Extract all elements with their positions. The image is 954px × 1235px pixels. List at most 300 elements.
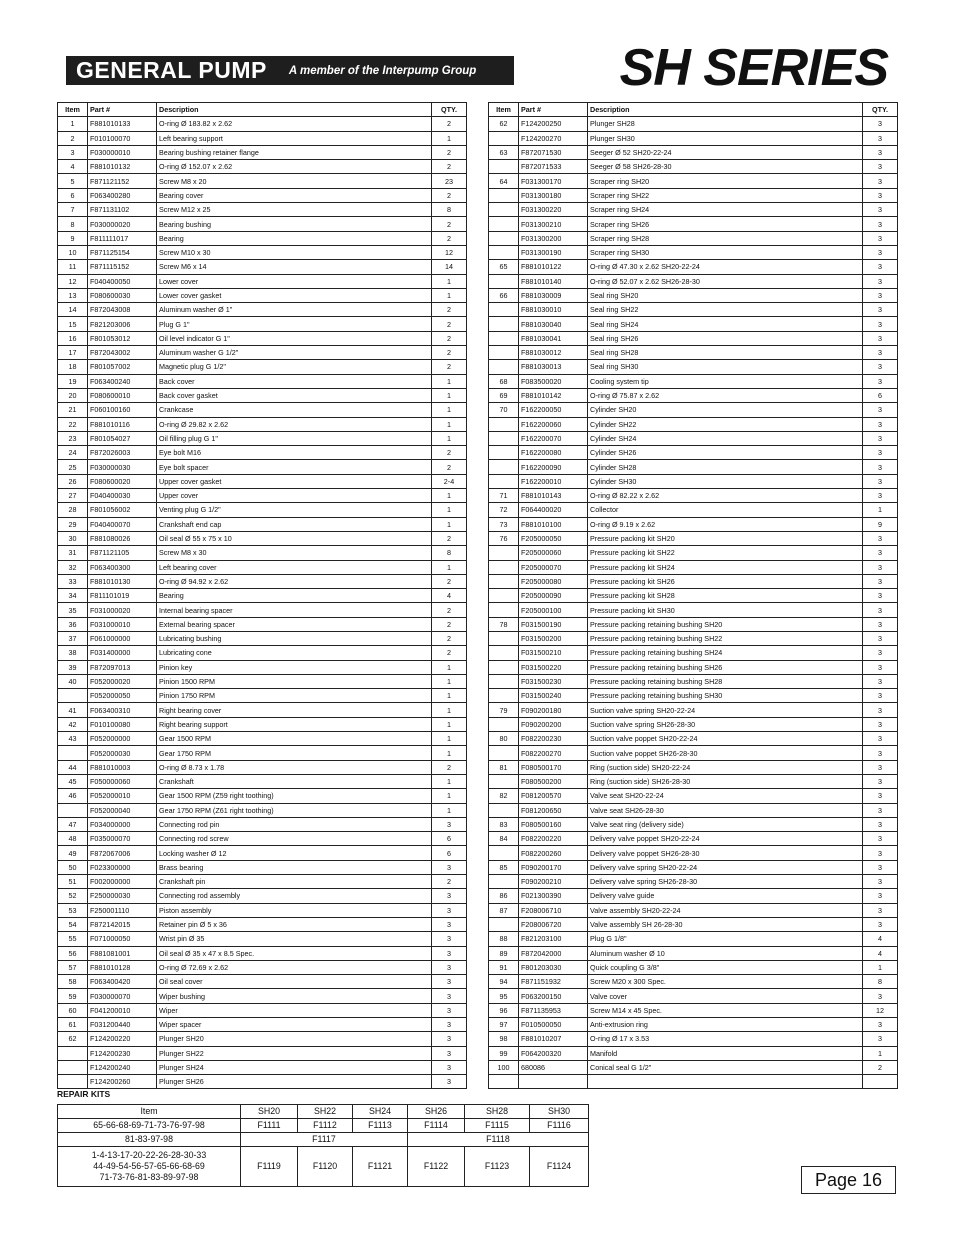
part-number: F821203100 — [519, 932, 588, 946]
part-description: O-ring Ø 52.07 x 2.62 SH26-28-30 — [588, 274, 863, 288]
part-number: F162200070 — [519, 431, 588, 445]
item-number: 68 — [489, 374, 519, 388]
kits-header-sh28: SH28 — [465, 1105, 530, 1119]
part-description: Wiper — [157, 1003, 432, 1017]
parts-table-right — [488, 102, 898, 1089]
part-qty: 2 — [432, 760, 467, 774]
part-qty: 2 — [432, 446, 467, 460]
table-row — [489, 331, 898, 345]
item-number — [489, 460, 519, 474]
table-row — [489, 1018, 898, 1032]
item-number — [58, 803, 88, 817]
table-row — [489, 989, 898, 1003]
item-number: 83 — [489, 817, 519, 831]
item-number: 8 — [58, 217, 88, 231]
part-number: F031500220 — [519, 660, 588, 674]
item-number: 87 — [489, 903, 519, 917]
part-description: Scraper ring SH24 — [588, 203, 863, 217]
item-number — [489, 431, 519, 445]
part-description: Collector — [588, 503, 863, 517]
part-number: F871151932 — [519, 975, 588, 989]
kits-header-sh26: SH26 — [408, 1105, 465, 1119]
part-description: Bearing bushing — [157, 217, 432, 231]
part-qty: 3 — [863, 446, 898, 460]
part-qty: 2 — [432, 303, 467, 317]
part-description: Seal ring SH30 — [588, 360, 863, 374]
part-description: Gear 1500 RPM (Z59 right toothing) — [157, 789, 432, 803]
part-description: Cylinder SH24 — [588, 431, 863, 445]
table-row — [489, 531, 898, 545]
part-qty: 3 — [863, 474, 898, 488]
part-qty: 3 — [863, 374, 898, 388]
part-description: Gear 1750 RPM — [157, 746, 432, 760]
part-qty: 1 — [432, 417, 467, 431]
item-number: 42 — [58, 717, 88, 731]
part-qty: 1 — [432, 560, 467, 574]
part-qty: 3 — [863, 188, 898, 202]
table-row — [58, 188, 467, 202]
item-number: 38 — [58, 646, 88, 660]
part-description: Eye bolt M16 — [157, 446, 432, 460]
item-number: 24 — [58, 446, 88, 460]
item-number — [489, 417, 519, 431]
part-number: F052000040 — [88, 803, 157, 817]
item-number: 43 — [58, 732, 88, 746]
part-qty: 1 — [432, 517, 467, 531]
part-number: F205000070 — [519, 560, 588, 574]
item-number — [489, 231, 519, 245]
kits-row — [58, 1133, 589, 1147]
part-description: O-ring Ø 72.69 x 2.62 — [157, 960, 432, 974]
item-number — [489, 846, 519, 860]
part-number: F881030013 — [519, 360, 588, 374]
item-number: 46 — [58, 789, 88, 803]
part-qty: 2 — [432, 346, 467, 360]
part-qty: 3 — [432, 946, 467, 960]
part-description: Screw M10 x 30 — [157, 245, 432, 259]
table-row — [58, 617, 467, 631]
item-number: 91 — [489, 960, 519, 974]
part-number: F061000000 — [88, 631, 157, 645]
table-row — [489, 231, 898, 245]
part-qty: 3 — [432, 989, 467, 1003]
item-number: 7 — [58, 203, 88, 217]
table-row — [58, 717, 467, 731]
part-description: Seeger Ø 52 SH20-22-24 — [588, 145, 863, 159]
part-description: Crankcase — [157, 403, 432, 417]
item-number: 50 — [58, 860, 88, 874]
part-description: Scraper ring SH20 — [588, 174, 863, 188]
part-qty: 1 — [432, 503, 467, 517]
part-qty: 1 — [432, 789, 467, 803]
table-row — [58, 231, 467, 245]
part-description: Aluminum washer Ø 10 — [588, 946, 863, 960]
col-desc: Description — [588, 103, 863, 117]
brand-banner — [66, 56, 514, 85]
item-number — [58, 746, 88, 760]
item-number: 85 — [489, 860, 519, 874]
table-row — [58, 1046, 467, 1060]
part-description: Ring (suction side) SH26-28-30 — [588, 774, 863, 788]
part-description: Pressure packing kit SH30 — [588, 603, 863, 617]
item-number: 13 — [58, 288, 88, 302]
table-row — [58, 1032, 467, 1046]
item-number — [489, 303, 519, 317]
part-description: Scraper ring SH26 — [588, 217, 863, 231]
part-number: F872071530 — [519, 145, 588, 159]
table-row — [489, 574, 898, 588]
part-description: Pressure packing retaining bushing SH28 — [588, 674, 863, 688]
part-description: Connecting rod screw — [157, 832, 432, 846]
part-qty: 3 — [863, 274, 898, 288]
part-description: Suction valve spring SH26-28-30 — [588, 717, 863, 731]
item-number — [58, 1060, 88, 1074]
part-number: F881030041 — [519, 331, 588, 345]
table-row — [489, 689, 898, 703]
part-number: F031300180 — [519, 188, 588, 202]
item-number: 26 — [58, 474, 88, 488]
item-number — [489, 1075, 519, 1089]
item-number — [489, 774, 519, 788]
part-qty: 1 — [863, 960, 898, 974]
table-row — [58, 803, 467, 817]
table-row — [489, 288, 898, 302]
table-row — [58, 746, 467, 760]
item-number: 44 — [58, 760, 88, 774]
part-description: Crankshaft pin — [157, 875, 432, 889]
part-number: F871121105 — [88, 546, 157, 560]
part-description: Internal bearing spacer — [157, 603, 432, 617]
part-description: Suction valve poppet SH20-22-24 — [588, 732, 863, 746]
part-number: F881010100 — [519, 517, 588, 531]
kits-row — [58, 1119, 589, 1133]
part-number: F063400240 — [88, 374, 157, 388]
page-number: Page 16 — [801, 1166, 896, 1194]
part-description: Valve cover — [588, 989, 863, 1003]
part-number: F030000030 — [88, 460, 157, 474]
table-row — [58, 832, 467, 846]
item-number — [489, 274, 519, 288]
part-qty: 3 — [863, 803, 898, 817]
part-qty: 12 — [863, 1003, 898, 1017]
table-row — [489, 474, 898, 488]
part-qty: 3 — [863, 131, 898, 145]
table-row — [489, 417, 898, 431]
part-qty: 3 — [863, 531, 898, 545]
item-number: 34 — [58, 589, 88, 603]
part-description: Lubricating bushing — [157, 631, 432, 645]
part-number: F205000050 — [519, 531, 588, 545]
brand-name: GENERAL PUMP — [76, 57, 267, 83]
kits-items-line: 44-49-54-56-57-65-66-68-69 — [93, 1161, 205, 1171]
table-row — [489, 317, 898, 331]
part-qty: 3 — [863, 603, 898, 617]
table-row — [58, 989, 467, 1003]
item-number: 81 — [489, 760, 519, 774]
repair-kits-title: REPAIR KITS — [57, 1089, 111, 1099]
part-number: F031500230 — [519, 674, 588, 688]
table-row — [58, 1075, 467, 1089]
part-description: Plunger SH30 — [588, 131, 863, 145]
item-number — [489, 131, 519, 145]
part-qty: 3 — [863, 1018, 898, 1032]
part-qty: 3 — [432, 1060, 467, 1074]
table-row — [489, 603, 898, 617]
table-row — [489, 117, 898, 131]
part-description: O-ring Ø 183.82 x 2.62 — [157, 117, 432, 131]
part-description: Delivery valve guide — [588, 889, 863, 903]
part-description: Pressure packing kit SH20 — [588, 531, 863, 545]
part-number: F881030012 — [519, 346, 588, 360]
item-number: 36 — [58, 617, 88, 631]
part-qty: 1 — [432, 431, 467, 445]
table-header-row — [58, 103, 467, 117]
item-number: 60 — [58, 1003, 88, 1017]
part-qty: 3 — [863, 832, 898, 846]
part-number: F811111017 — [88, 231, 157, 245]
part-qty — [863, 1075, 898, 1089]
part-qty: 1 — [432, 489, 467, 503]
item-number: 55 — [58, 932, 88, 946]
table-row — [58, 846, 467, 860]
part-qty: 1 — [432, 703, 467, 717]
table-row — [58, 446, 467, 460]
part-number: F124200230 — [88, 1046, 157, 1060]
table-row — [489, 703, 898, 717]
part-qty: 1 — [863, 1046, 898, 1060]
part-description: Anti-extrusion ring — [588, 1018, 863, 1032]
item-number — [489, 589, 519, 603]
table-row — [58, 732, 467, 746]
part-description: Suction valve poppet SH26-28-30 — [588, 746, 863, 760]
part-number: F031400000 — [88, 646, 157, 660]
item-number: 17 — [58, 346, 88, 360]
part-description: Seal ring SH20 — [588, 288, 863, 302]
table-row — [58, 631, 467, 645]
part-number: F052000030 — [88, 746, 157, 760]
part-description: Back cover — [157, 374, 432, 388]
table-row — [489, 946, 898, 960]
part-number: F082200230 — [519, 732, 588, 746]
part-qty: 1 — [432, 717, 467, 731]
part-qty: 2 — [432, 231, 467, 245]
part-qty: 3 — [863, 145, 898, 159]
item-number — [489, 245, 519, 259]
part-number: F871135953 — [519, 1003, 588, 1017]
part-qty: 3 — [863, 689, 898, 703]
part-number: F031200440 — [88, 1018, 157, 1032]
kits-header-sh24: SH24 — [353, 1105, 408, 1119]
part-qty: 4 — [432, 589, 467, 603]
part-number: F250001110 — [88, 903, 157, 917]
part-qty: 3 — [863, 403, 898, 417]
item-number — [489, 446, 519, 460]
part-qty: 3 — [863, 346, 898, 360]
table-row — [489, 960, 898, 974]
item-number: 51 — [58, 875, 88, 889]
item-number: 62 — [489, 117, 519, 131]
item-number: 48 — [58, 832, 88, 846]
part-description: Upper cover — [157, 489, 432, 503]
table-row — [489, 832, 898, 846]
item-number: 57 — [58, 960, 88, 974]
part-number: F871115152 — [88, 260, 157, 274]
table-row — [58, 503, 467, 517]
table-row — [58, 145, 467, 159]
part-number: F071000050 — [88, 932, 157, 946]
part-qty: 3 — [863, 889, 898, 903]
part-number: F881081001 — [88, 946, 157, 960]
table-row — [489, 245, 898, 259]
item-number: 58 — [58, 975, 88, 989]
part-description: Screw M8 x 30 — [157, 546, 432, 560]
table-row — [58, 774, 467, 788]
table-row — [58, 245, 467, 259]
part-qty: 3 — [432, 1003, 467, 1017]
part-number: F881010003 — [88, 760, 157, 774]
item-number: 4 — [58, 160, 88, 174]
table-row — [58, 374, 467, 388]
item-number: 49 — [58, 846, 88, 860]
part-description: Delivery valve poppet SH20-22-24 — [588, 832, 863, 846]
part-description: Plug G 1/8" — [588, 932, 863, 946]
table-row — [58, 903, 467, 917]
part-description: Oil seal Ø 55 x 75 x 10 — [157, 531, 432, 545]
table-row — [489, 374, 898, 388]
table-row — [58, 946, 467, 960]
item-number: 11 — [58, 260, 88, 274]
part-description: Cylinder SH30 — [588, 474, 863, 488]
part-number: F082200270 — [519, 746, 588, 760]
kit-code: F1116 — [530, 1119, 589, 1133]
part-description: O-ring Ø 9.19 x 2.62 — [588, 517, 863, 531]
part-number: F064200320 — [519, 1046, 588, 1060]
kits-header-row — [58, 1105, 589, 1119]
item-number: 98 — [489, 1032, 519, 1046]
part-number: F031300220 — [519, 203, 588, 217]
part-qty: 3 — [863, 546, 898, 560]
part-number: F881030040 — [519, 317, 588, 331]
item-number: 100 — [489, 1060, 519, 1074]
parts-table-left — [57, 102, 467, 1089]
part-description: Oil level indicator G 1" — [157, 331, 432, 345]
part-number: F063400280 — [88, 188, 157, 202]
kits-items — [58, 1147, 241, 1187]
table-row — [58, 160, 467, 174]
part-number: F208006720 — [519, 917, 588, 931]
kit-code: F1119 — [241, 1147, 298, 1187]
part-number: F010500050 — [519, 1018, 588, 1032]
item-number: 20 — [58, 388, 88, 402]
part-number — [519, 1075, 588, 1089]
table-row — [489, 789, 898, 803]
part-number: F124200240 — [88, 1060, 157, 1074]
item-number: 45 — [58, 774, 88, 788]
item-number: 15 — [58, 317, 88, 331]
kit-code: F1121 — [353, 1147, 408, 1187]
part-qty: 2 — [432, 160, 467, 174]
part-qty: 3 — [432, 975, 467, 989]
part-description: Lubricating cone — [157, 646, 432, 660]
part-number: F881010207 — [519, 1032, 588, 1046]
part-description: Plunger SH28 — [588, 117, 863, 131]
part-number: F023300000 — [88, 860, 157, 874]
table-row — [58, 517, 467, 531]
table-row — [58, 589, 467, 603]
table-row — [489, 174, 898, 188]
part-number: F031500200 — [519, 631, 588, 645]
part-number: F124200250 — [519, 117, 588, 131]
part-number: F080600010 — [88, 388, 157, 402]
part-description: Scraper ring SH30 — [588, 245, 863, 259]
part-qty: 3 — [863, 989, 898, 1003]
item-number: 2 — [58, 131, 88, 145]
part-description: Gear 1750 RPM (Z61 right toothing) — [157, 803, 432, 817]
col-qty: QTY. — [863, 103, 898, 117]
item-number: 9 — [58, 231, 88, 245]
item-number: 66 — [489, 288, 519, 302]
item-number: 78 — [489, 617, 519, 631]
part-number: F162200060 — [519, 417, 588, 431]
part-number: F872142015 — [88, 917, 157, 931]
table-row — [489, 1032, 898, 1046]
table-row — [489, 732, 898, 746]
part-number: F162200010 — [519, 474, 588, 488]
item-number: 61 — [58, 1018, 88, 1032]
table-row — [489, 817, 898, 831]
table-row — [489, 160, 898, 174]
item-number — [489, 875, 519, 889]
table-row — [58, 1003, 467, 1017]
part-qty: 4 — [863, 932, 898, 946]
item-number — [489, 160, 519, 174]
part-number: F080500200 — [519, 774, 588, 788]
table-row — [489, 617, 898, 631]
kit-code: F1117 — [241, 1133, 408, 1147]
part-qty: 3 — [863, 789, 898, 803]
part-number: F040400030 — [88, 489, 157, 503]
part-description: Bearing bushing retainer flange — [157, 145, 432, 159]
part-number: F080600030 — [88, 288, 157, 302]
part-description: O-ring Ø 47.30 x 2.62 SH20-22-24 — [588, 260, 863, 274]
part-number: F881010130 — [88, 574, 157, 588]
part-number: F801056002 — [88, 503, 157, 517]
part-number: F881010143 — [519, 489, 588, 503]
part-qty: 3 — [432, 889, 467, 903]
item-number: 31 — [58, 546, 88, 560]
part-qty: 1 — [432, 660, 467, 674]
part-qty: 3 — [863, 574, 898, 588]
item-number — [489, 689, 519, 703]
part-description: Wrist pin Ø 35 — [157, 932, 432, 946]
item-number — [489, 217, 519, 231]
part-qty: 3 — [863, 846, 898, 860]
item-number: 52 — [58, 889, 88, 903]
item-number — [489, 317, 519, 331]
part-number: F031300200 — [519, 231, 588, 245]
table-row — [58, 317, 467, 331]
item-number: 63 — [489, 145, 519, 159]
table-row — [58, 875, 467, 889]
table-row — [489, 203, 898, 217]
part-description: Plunger SH24 — [157, 1060, 432, 1074]
part-qty: 1 — [432, 774, 467, 788]
part-description: O-ring Ø 75.87 x 2.62 — [588, 388, 863, 402]
kits-header-sh22: SH22 — [298, 1105, 353, 1119]
item-number: 80 — [489, 732, 519, 746]
part-qty: 3 — [863, 174, 898, 188]
part-description: Seal ring SH26 — [588, 331, 863, 345]
